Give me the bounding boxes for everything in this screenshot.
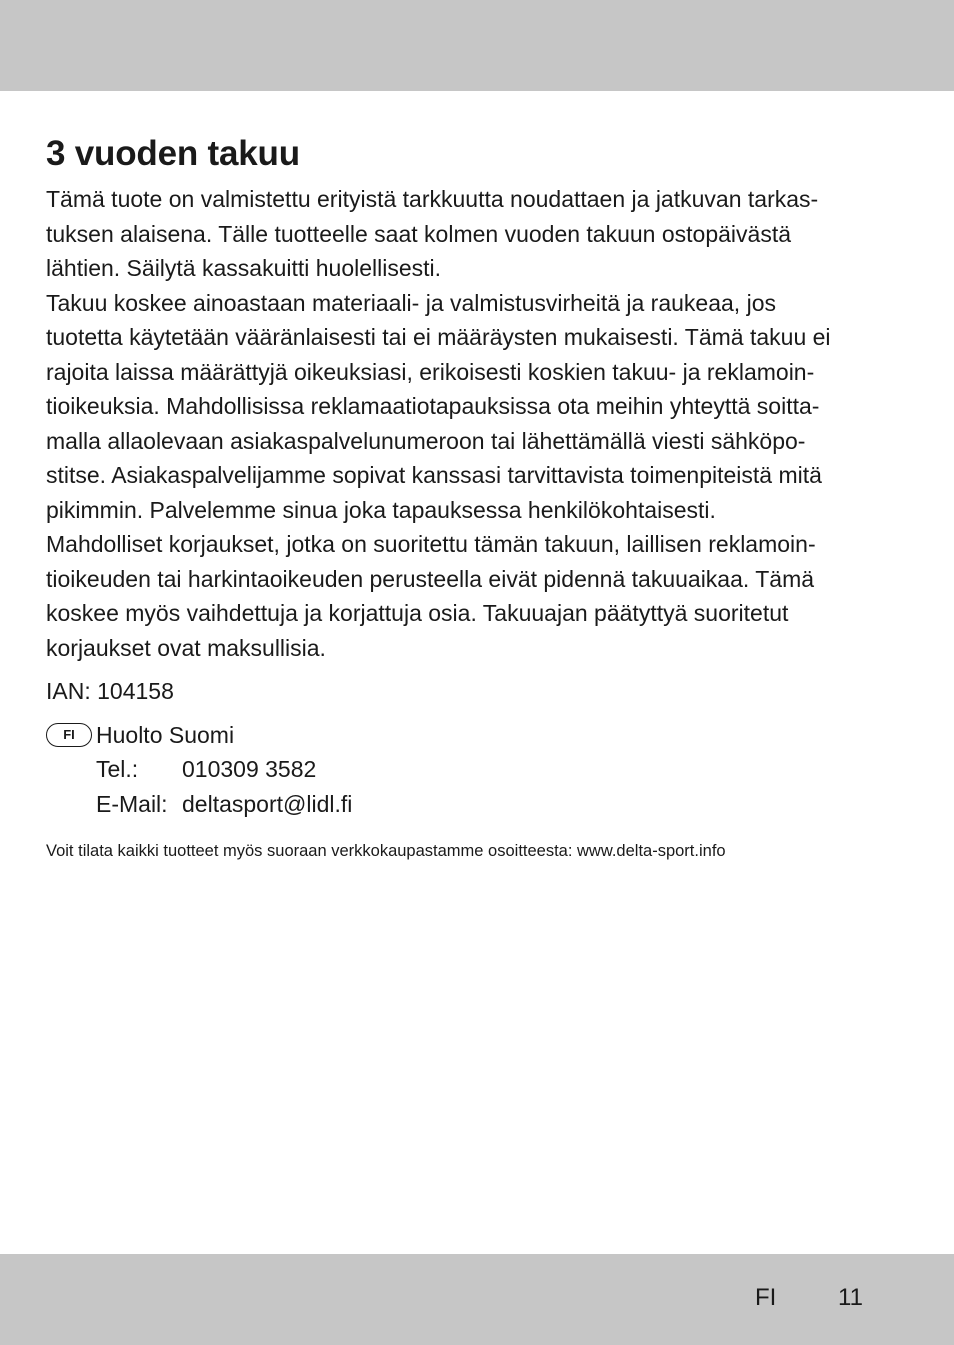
warranty-section <box>46 132 906 879</box>
paragraph-coverage <box>46 286 906 528</box>
text-line: malla allaolevaan asiakaspalvelunumeroon tai lähettämällä viesti sähköpo- <box>46 427 806 454</box>
paragraph-intro <box>46 182 906 286</box>
page-number: 11 <box>838 1284 863 1311</box>
phone-row <box>46 752 906 787</box>
service-contact <box>46 718 906 822</box>
text-line: koskee myös vaihdettuja ja korjattuja osia. Takuuajan päätyttyä suoritetut <box>46 600 789 626</box>
text-line: Takuu koskee ainoastaan materiaali- ja valmistusvirheitä ja raukeaa, jos <box>46 289 776 316</box>
text-line: tioikeuksia. Mahdollisissa reklamaatiotapauksissa ota meihin yhteyttä soitta- <box>46 393 820 419</box>
text-line: rajoita laissa määrättyjä oikeuksiasi, erikoisesti koskien takuu- ja reklamoin- <box>46 358 815 385</box>
footer-language: FI <box>755 1284 777 1311</box>
text-line: Tämä tuote on valmistettu erityistä tarkkuutta noudattaen ja jatkuvan tarkas- <box>46 186 819 212</box>
footer-band <box>0 1254 954 1345</box>
service-name: Huolto Suomi <box>96 721 235 748</box>
header-band <box>0 0 954 91</box>
paragraph-repairs <box>46 527 906 665</box>
email-row <box>46 787 906 822</box>
email-value: deltasport@lidl.fi <box>182 790 353 817</box>
email-label: E-Mail: <box>96 790 168 817</box>
text-line: stitse. Asiakaspalvelijamme sopivat kanssasi tarvittavista toimenpiteistä mitä <box>46 462 822 488</box>
text-line: tuotetta käytetään vääränlaisesti tai ei määräysten mukaisesti. Tämä takuu ei <box>46 324 831 350</box>
text-line: tuksen alaisena. Tälle tuotteelle saat kolmen vuoden takuun ostopäivästä <box>46 220 792 247</box>
text-line: Mahdolliset korjaukset, jotka on suoritettu tämän takuun, laillisen reklamoin- <box>46 531 816 557</box>
shop-note: Voit tilata kaikki tuotteet myös suoraan verkkokaupastamme osoitteesta: www.delta-sport.info <box>46 842 726 860</box>
ian-number: IAN: 104158 <box>46 678 174 704</box>
text-line: lähtien. Säilytä kassakuitti huolellisesti. <box>46 255 442 281</box>
text-line: pikimmin. Palvelemme sinua joka tapauksessa henkilökohtaisesti. <box>46 496 716 523</box>
phone-value: 010309 3582 <box>182 756 317 782</box>
phone-label: Tel.: <box>96 756 139 782</box>
service-header <box>46 718 906 753</box>
page-title: 3 vuoden takuu <box>46 134 300 173</box>
country-badge-icon: FI <box>46 723 92 747</box>
text-line: korjaukset ovat maksullisia. <box>46 634 326 661</box>
text-line: tioikeuden tai harkintaoikeuden perusteella eivät pidennä takuuaikaa. Tämä <box>46 565 815 592</box>
